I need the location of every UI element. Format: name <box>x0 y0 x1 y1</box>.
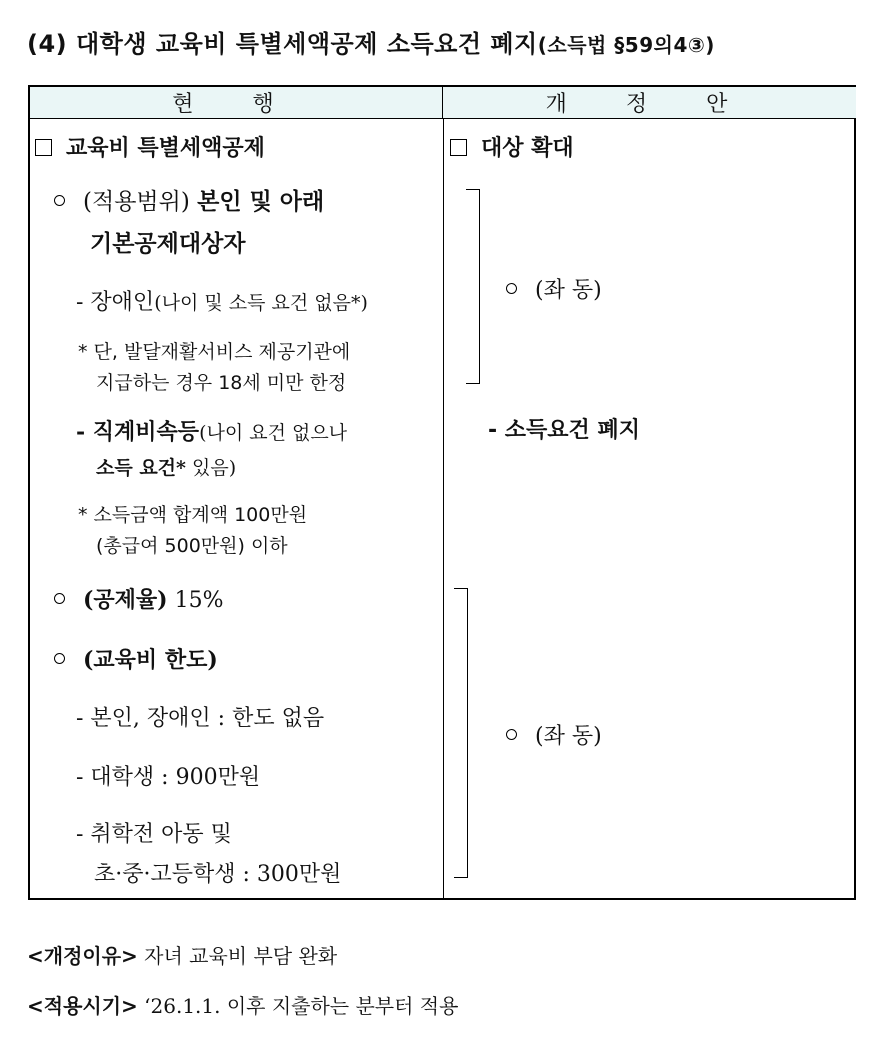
current-section-label: 교육비 특별세액공제 <box>66 136 265 161</box>
disabled-main: - 장애인 <box>76 290 155 315</box>
limit-line <box>54 643 218 674</box>
lineal-sub: (나이 요건 없으나 <box>199 422 348 444</box>
header-revised: 개 정 안 <box>443 87 856 119</box>
rate-value: 15% <box>174 588 224 613</box>
note1-line2: 지급하는 경우 18세 미만 한정 <box>96 372 347 394</box>
limit-tag: (교육비 한도) <box>83 647 218 673</box>
disabled-item <box>76 285 368 316</box>
bracket-lower <box>454 588 468 878</box>
scope-rest: 본인 및 아래 <box>197 188 325 215</box>
lineal-line2-main: 소득 요건* <box>96 457 186 479</box>
revision-reason <box>27 940 337 969</box>
circle-bullet-icon <box>506 729 517 740</box>
same-as-left-2 <box>506 719 602 750</box>
scope-line1 <box>54 183 324 216</box>
revised-section-label: 대상 확대 <box>481 136 574 161</box>
limit-item3-line1: - 취학전 아동 및 <box>76 822 232 847</box>
column-divider <box>443 119 444 898</box>
current-section <box>35 131 265 162</box>
title-law-reference: (소득법 §59의4③) <box>537 33 715 57</box>
lineal-item <box>76 415 347 446</box>
reason-text: 자녀 교육비 부담 완화 <box>144 944 338 968</box>
same1-text: (좌 동) <box>535 278 602 303</box>
scope-tag: (적용범위) <box>83 189 190 215</box>
comparison-table <box>28 85 856 900</box>
limit-item2: - 대학생 : 900만원 <box>76 765 261 790</box>
circle-bullet-icon <box>54 195 65 206</box>
revised-section <box>450 131 574 162</box>
same2-text: (좌 동) <box>535 724 602 749</box>
limit-item1: - 본인, 장애인 : 한도 없음 <box>76 706 325 731</box>
scope-line2: 기본공제대상자 <box>90 230 246 257</box>
reason-label: <개정이유> <box>27 944 138 968</box>
note1-line1: * 단, 발달재활서비스 제공기관에 <box>78 341 351 363</box>
note2-line1: * 소득금액 합계액 100만원 <box>78 504 308 526</box>
lineal-line2 <box>96 453 236 480</box>
circle-bullet-icon <box>54 653 65 664</box>
same-as-left-1 <box>506 273 602 304</box>
lineal-main: - 직계비속등 <box>76 419 200 445</box>
disabled-sub: (나이 및 소득 요건 없음*) <box>154 292 368 314</box>
circle-bullet-icon <box>506 283 517 294</box>
checkbox-square-icon <box>450 139 467 156</box>
bracket-upper <box>466 189 480 384</box>
checkbox-square-icon <box>35 139 52 156</box>
circle-bullet-icon <box>54 593 65 604</box>
section-title <box>27 24 715 59</box>
title-main: (4) 대학생 교육비 특별세액공제 소득요건 폐지 <box>27 30 538 58</box>
effective-label: <적용시기> <box>27 994 138 1018</box>
lineal-line2-sub: 있음) <box>185 457 237 479</box>
rate-tag: (공제율) <box>83 587 168 613</box>
header-current: 현 행 <box>30 87 443 119</box>
abolish-income-requirement: - 소득요건 폐지 <box>488 418 640 443</box>
note2-line2: (총급여 500만원) 이하 <box>96 535 288 557</box>
rate-line <box>54 583 223 614</box>
limit-item3-line2: 초·중·고등학생 : 300만원 <box>94 862 342 887</box>
effective-date <box>27 990 458 1019</box>
effective-text: ‘26.1.1. 이후 지출하는 분부터 적용 <box>144 994 459 1018</box>
